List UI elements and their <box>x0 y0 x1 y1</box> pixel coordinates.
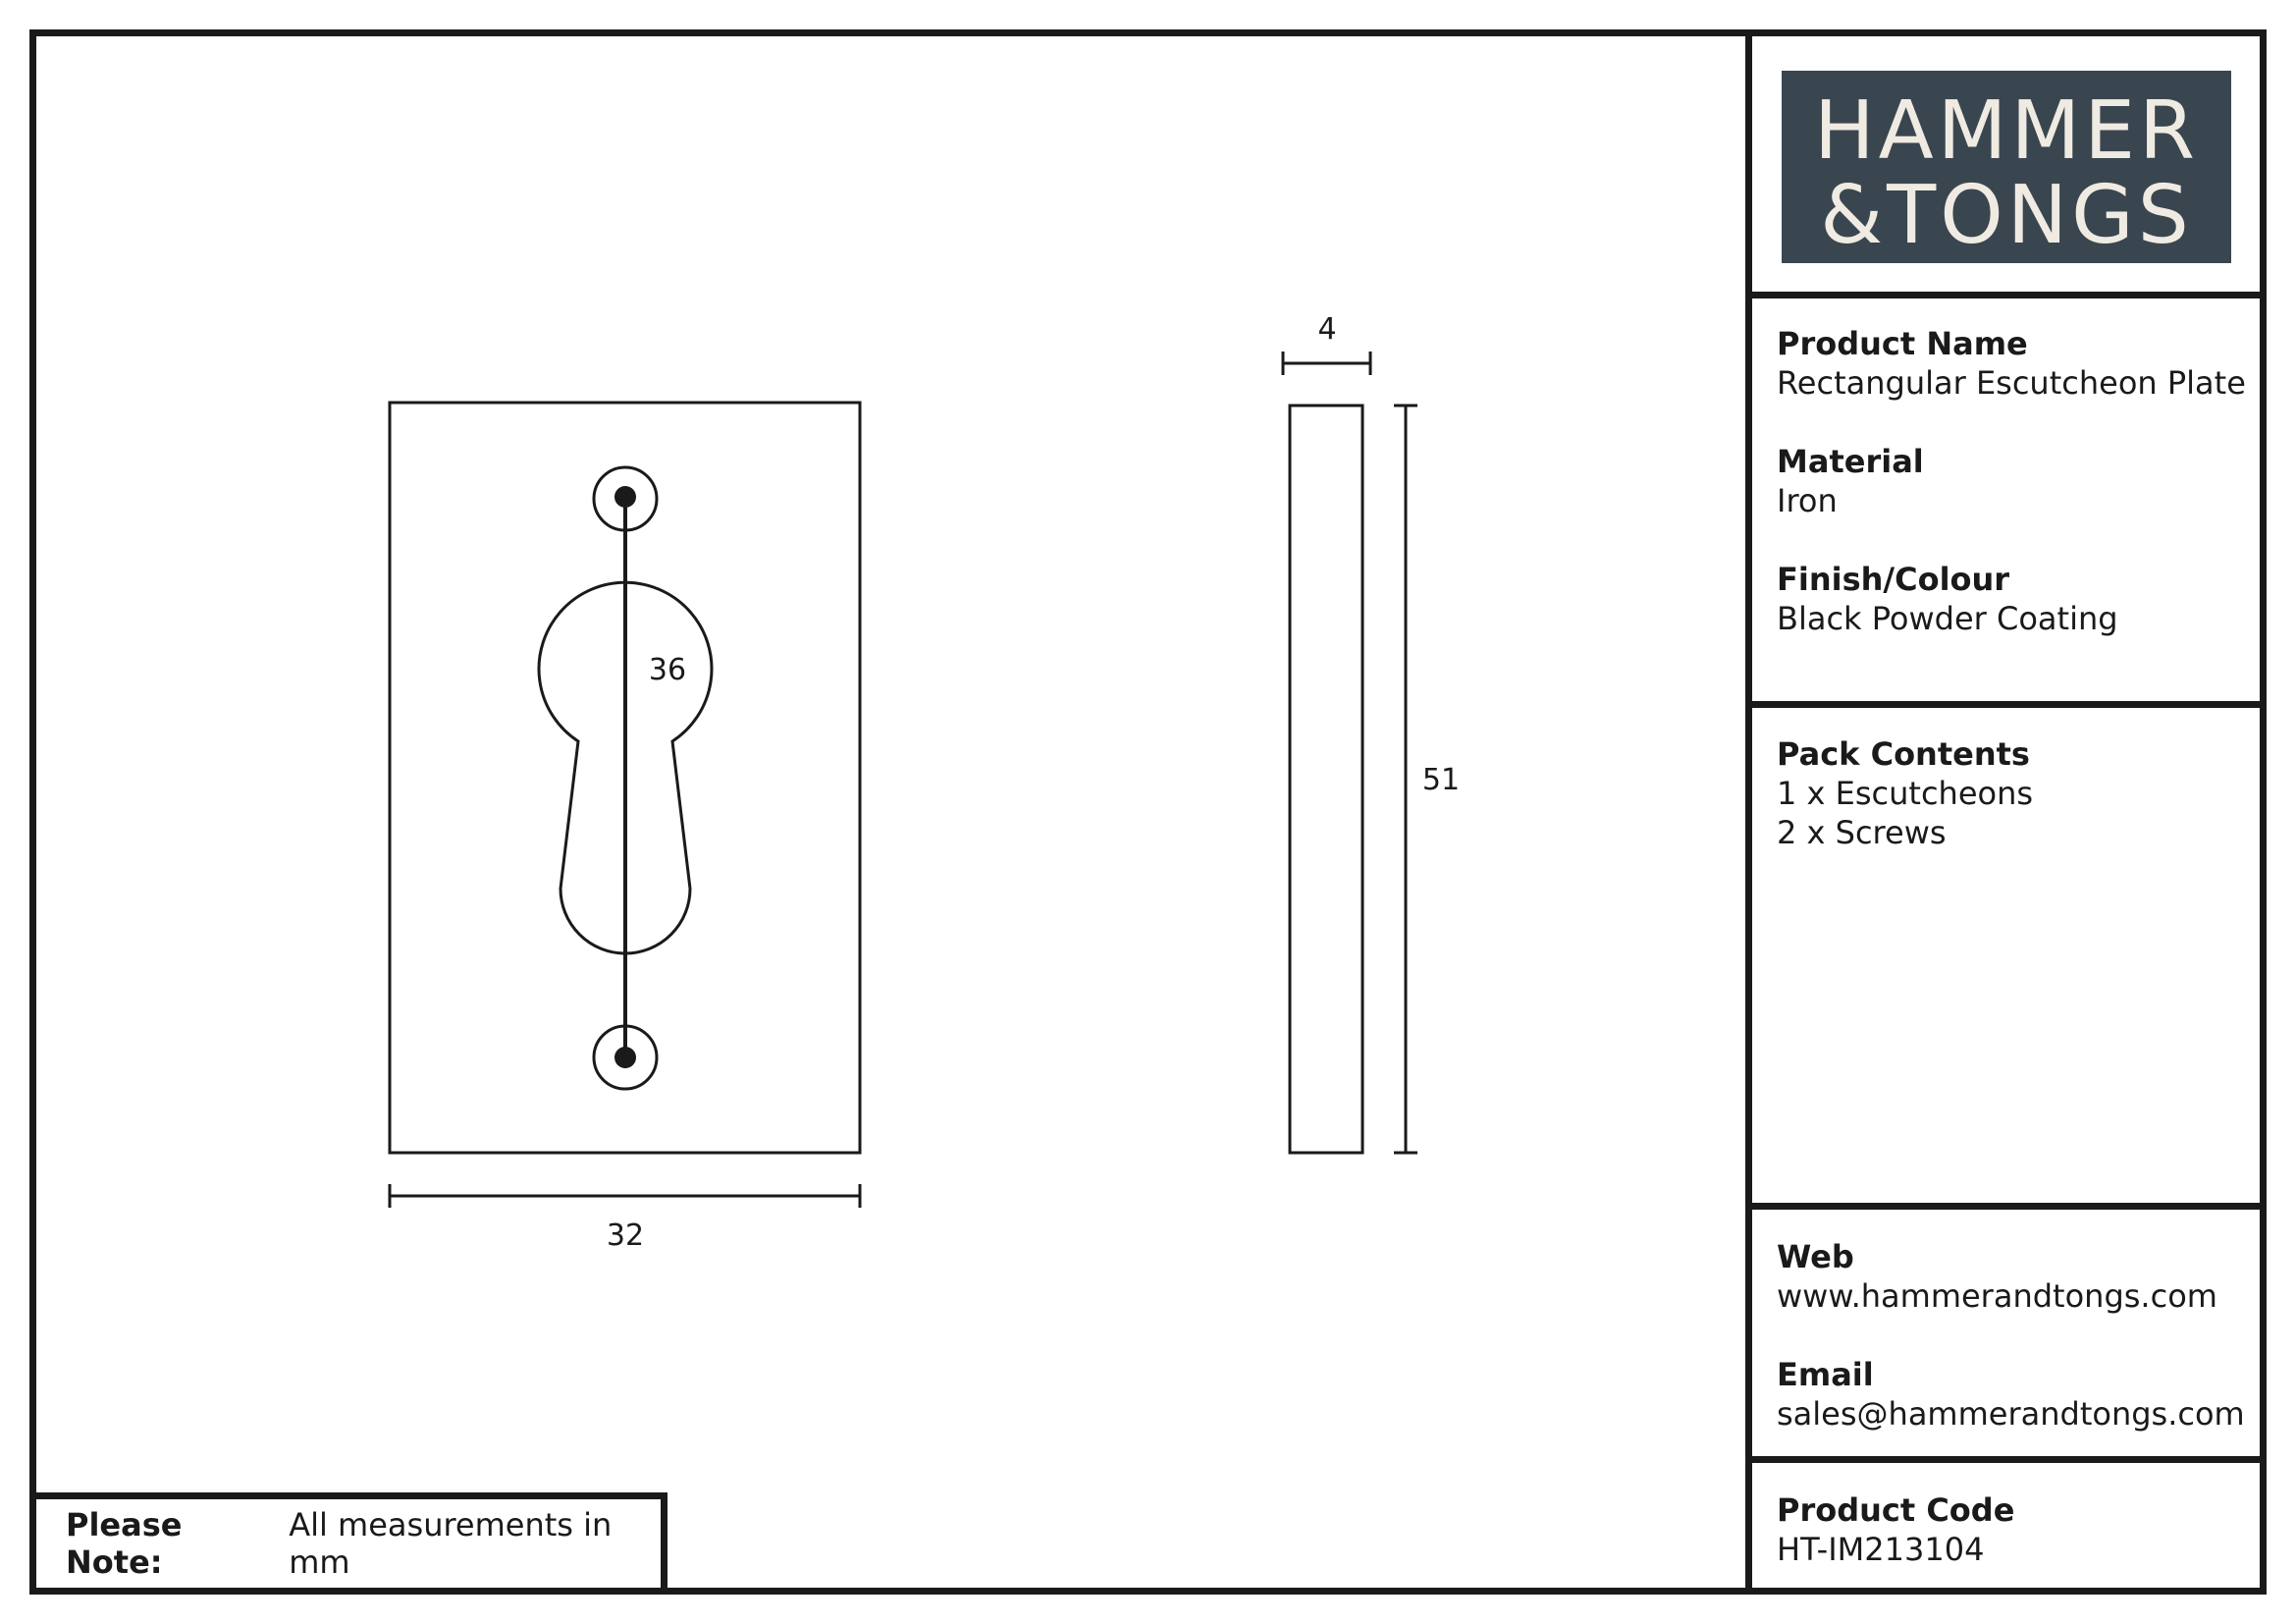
screw-dot-top <box>614 486 636 508</box>
web-link[interactable]: www.hammerandtongs.com <box>1777 1277 2217 1315</box>
material-label: Material <box>1777 443 1924 480</box>
finish-value: Black Powder Coating <box>1777 600 2118 637</box>
screw-dot-bottom <box>614 1047 636 1068</box>
web-label: Web <box>1777 1238 1854 1275</box>
logo-line-2: &TONGS <box>1820 169 2193 262</box>
material-value: Iron <box>1777 482 1838 519</box>
keyhole-dimension-text: 36 <box>648 653 687 687</box>
depth-dimension-text: 4 <box>1317 312 1337 347</box>
finish-label: Finish/Colour <box>1777 561 2010 598</box>
plate-side-view <box>1290 406 1362 1153</box>
logo-line-1: HAMMER <box>1813 84 2200 178</box>
product-name-label: Product Name <box>1777 325 2028 362</box>
note-label: Please Note: <box>66 1506 183 1581</box>
product-name-value: Rectangular Escutcheon Plate <box>1777 364 2246 402</box>
email-link[interactable]: sales@hammerandtongs.com <box>1777 1395 2245 1433</box>
note-text: All measurements in mm <box>289 1506 613 1581</box>
width-dimension-text: 32 <box>606 1218 645 1253</box>
pack-item: 2 x Screws <box>1777 814 1947 851</box>
email-label: Email <box>1777 1356 1874 1393</box>
product-code-value: HT-IM213104 <box>1777 1531 1985 1568</box>
product-code-label: Product Code <box>1777 1491 2015 1529</box>
pack-contents-label: Pack Contents <box>1777 735 2030 773</box>
pack-item: 1 x Escutcheons <box>1777 775 2034 812</box>
height-dimension-text: 51 <box>1421 763 1461 797</box>
